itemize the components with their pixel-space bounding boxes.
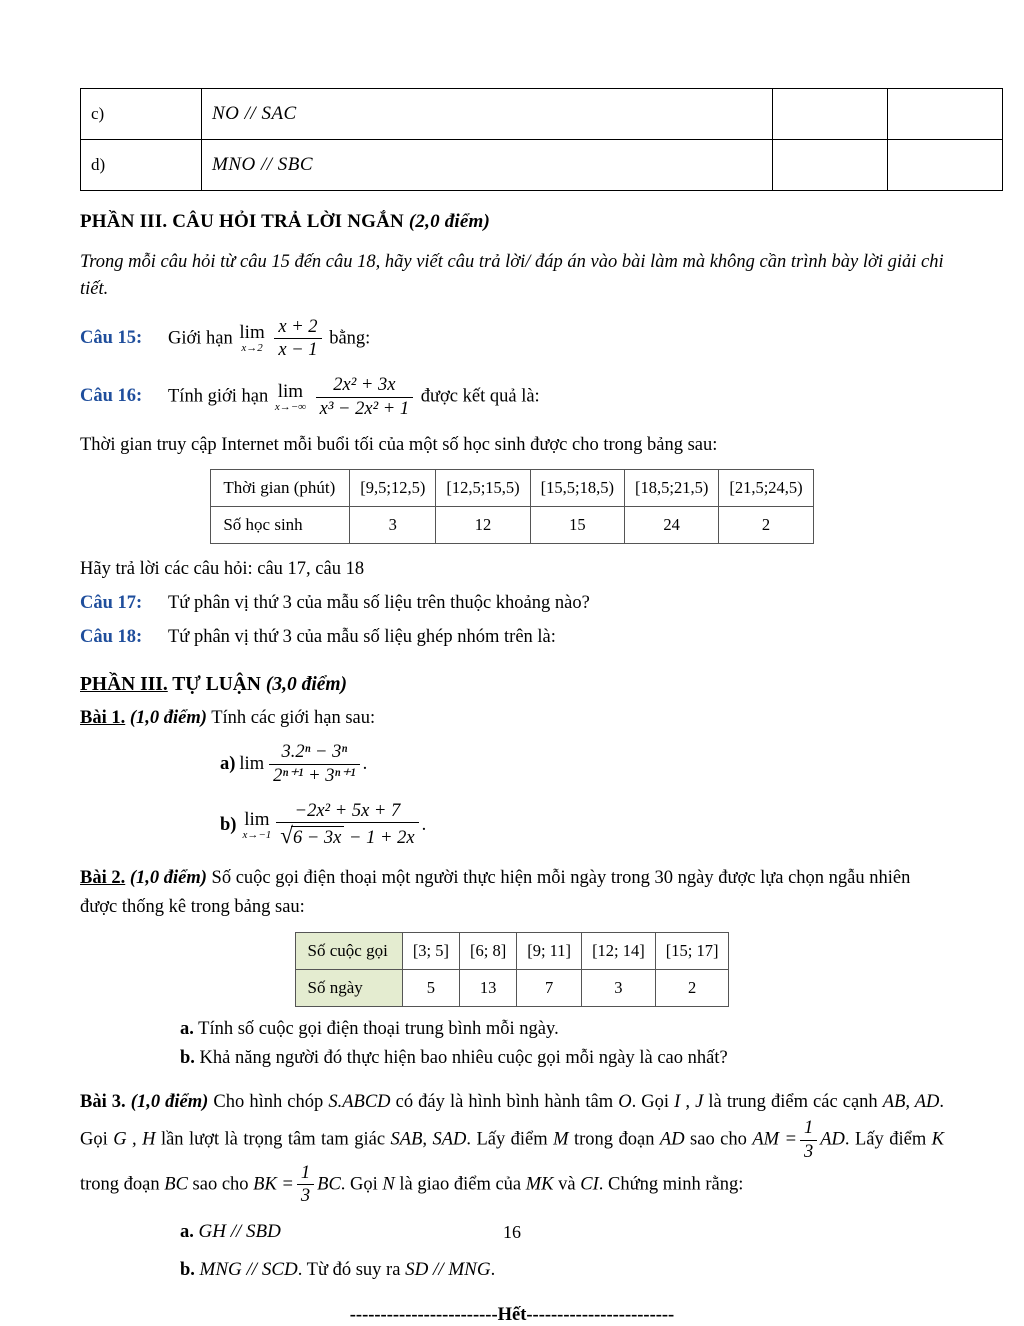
fraction-denominator: x − 1 bbox=[278, 340, 318, 361]
question-16-text bbox=[168, 375, 540, 419]
row-label-c: c) bbox=[81, 89, 202, 140]
e3-p4: là trung điểm các cạnh bbox=[703, 1091, 883, 1112]
exercise-2-label: Bài 2. bbox=[80, 868, 126, 889]
e3-m4: AB, AD bbox=[882, 1091, 940, 1112]
sqrt-icon: √ bbox=[280, 823, 293, 850]
end-marker: ------------------------Hết------------------------ bbox=[349, 1305, 675, 1325]
days-count-2: 13 bbox=[460, 969, 517, 1006]
e3-eq2-lhs: BK = bbox=[253, 1174, 294, 1195]
exercise-1a-label: a) bbox=[220, 753, 236, 774]
fraction-numerator: 2x² + 3x bbox=[316, 375, 413, 398]
table-row bbox=[211, 470, 813, 507]
exercise-2a bbox=[180, 1015, 944, 1045]
e3-m7: M bbox=[553, 1129, 569, 1150]
calls-table-wrapper bbox=[80, 932, 944, 1007]
statement-math-d: MNO // SBC bbox=[212, 154, 314, 175]
exercise-2-subquestions bbox=[80, 1015, 944, 1074]
page-number: 16 bbox=[503, 1222, 521, 1242]
days-count-3: 7 bbox=[517, 969, 582, 1006]
days-count-1: 5 bbox=[402, 969, 459, 1006]
days-count-4: 3 bbox=[582, 969, 656, 1006]
e3-l2-m2: BC bbox=[164, 1174, 188, 1195]
exercise-1a bbox=[220, 742, 944, 786]
fraction-1b bbox=[276, 801, 418, 851]
exercise-3-label: Bài 3. bbox=[80, 1091, 126, 1112]
answer-cell-true-d[interactable] bbox=[773, 140, 888, 191]
count-cell-2: 12 bbox=[436, 507, 530, 544]
question-17 bbox=[80, 590, 944, 618]
section-heading-text: PHẦN III. CÂU HỎI TRẢ LỜI NGẮN bbox=[80, 211, 404, 232]
exercise-1-text: Tính các giới hạn sau: bbox=[211, 707, 376, 728]
exercise-3b-mid: . Từ đó suy ra bbox=[297, 1260, 406, 1280]
exercise-1b bbox=[220, 801, 944, 851]
e3-m5: G , H bbox=[113, 1129, 156, 1150]
fraction-one-third-1 bbox=[800, 1118, 817, 1162]
row-header-days: Số ngày bbox=[295, 969, 402, 1006]
exercise-3b-math1: MNG // SCD bbox=[199, 1259, 298, 1280]
e3-m8: AD bbox=[659, 1129, 685, 1150]
e3-eq1-rhs: AD bbox=[820, 1129, 845, 1150]
e3-l2-p4: . Gọi bbox=[340, 1174, 383, 1195]
days-count-5: 2 bbox=[655, 969, 729, 1006]
calls-interval-2: [6; 8] bbox=[460, 932, 517, 969]
count-cell-5: 2 bbox=[719, 507, 813, 544]
q15-prefix: Giới hạn bbox=[168, 328, 233, 349]
internet-time-table bbox=[210, 469, 813, 544]
exercise-1b-label: b) bbox=[220, 814, 237, 835]
true-false-table bbox=[80, 88, 1003, 191]
exercise-3b-label: b. bbox=[180, 1260, 195, 1280]
instruction-paragraph: Trong mỗi câu hỏi từ câu 15 đến câu 18, hãy viết câu trả lời/ đáp án vào bài làm mà không cần trình bày lời giải chi tiết. bbox=[80, 252, 944, 299]
fraction-denominator: x³ − 2x² + 1 bbox=[319, 398, 410, 419]
answer-cell-true-c[interactable] bbox=[773, 89, 888, 140]
fraction-numerator: 1 bbox=[800, 1118, 817, 1141]
e3-eq1-lhs: AM = bbox=[752, 1129, 797, 1150]
fraction-q15 bbox=[274, 317, 321, 361]
exercise-3b-math2: SD // MNG bbox=[405, 1259, 491, 1280]
interval-cell-3: [15,5;18,5) bbox=[530, 470, 624, 507]
exercise-2a-text: Tính số cuộc gọi điện thoại trung bình mỗi ngày. bbox=[198, 1018, 559, 1039]
e3-m1: S.ABCD bbox=[328, 1091, 391, 1112]
row-header-students: Số học sinh bbox=[211, 507, 350, 544]
essay-heading-part: PHẦN III. bbox=[80, 673, 168, 695]
exercise-1-label: Bài 1. bbox=[80, 707, 126, 728]
page-content bbox=[80, 88, 944, 1326]
e3-l2-p6: và bbox=[553, 1174, 581, 1195]
exercise-3-points: (1,0 điểm) bbox=[130, 1091, 209, 1112]
e3-l2-p2: trong đoạn bbox=[80, 1174, 165, 1195]
lim-symbol: lim bbox=[277, 380, 304, 402]
sqrt-radicand: 6 − 3x bbox=[291, 826, 344, 849]
table-row bbox=[81, 89, 1003, 140]
e3-p9: sao cho bbox=[684, 1129, 753, 1150]
calls-table bbox=[295, 932, 730, 1007]
row-header-time: Thời gian (phút) bbox=[211, 470, 350, 507]
question-15 bbox=[80, 317, 944, 361]
exercise-3b-tail: . bbox=[490, 1260, 496, 1280]
count-cell-3: 15 bbox=[530, 507, 624, 544]
fraction-numerator: x + 2 bbox=[274, 317, 321, 340]
answer-cell-false-d[interactable] bbox=[888, 140, 1003, 191]
interval-cell-1: [9,5;12,5) bbox=[350, 470, 436, 507]
essay-heading-points: (3,0 điểm) bbox=[265, 673, 348, 695]
row-header-calls: Số cuộc gọi bbox=[295, 932, 402, 969]
exercise-1-math bbox=[80, 742, 944, 850]
fraction-numerator: −2x² + 5x + 7 bbox=[276, 801, 418, 824]
exercise-1 bbox=[80, 704, 944, 733]
question-17-label: Câu 17: bbox=[80, 593, 143, 613]
e3-p7: . Lấy điểm bbox=[466, 1129, 554, 1150]
section-points: (2,0 điểm) bbox=[408, 211, 491, 232]
lim-subscript: x→−1 bbox=[242, 828, 272, 841]
e3-p5: . Gọi bbox=[80, 1091, 945, 1150]
exercise-3 bbox=[80, 1086, 944, 1207]
question-16 bbox=[80, 375, 944, 419]
e3-p8: trong đoạn bbox=[568, 1129, 660, 1150]
e3-l3-p1: . Chứng minh rằng: bbox=[598, 1174, 744, 1195]
exercise-3a-math: GH // SBD bbox=[198, 1221, 281, 1242]
fraction-1a bbox=[269, 742, 360, 786]
fraction-denominator: 3 bbox=[300, 1186, 311, 1207]
calls-interval-4: [12; 14] bbox=[582, 932, 656, 969]
e3-p3: . Gọi bbox=[631, 1091, 675, 1112]
fraction-denominator: 2ⁿ⁺¹ + 3ⁿ⁺¹ bbox=[273, 765, 356, 786]
e3-eq2-rhs: BC bbox=[317, 1174, 341, 1195]
question-15-label: Câu 15: bbox=[80, 327, 143, 348]
e3-l2-m3: N bbox=[382, 1174, 395, 1195]
exercise-1a-tail: . bbox=[362, 753, 368, 774]
limit-operator bbox=[239, 323, 264, 354]
limit-operator bbox=[242, 810, 271, 841]
lim-subscript: x→2 bbox=[241, 342, 263, 355]
fraction-denominator: 3 bbox=[804, 1141, 814, 1162]
section-heading-part3-short bbox=[80, 211, 944, 233]
table-row bbox=[81, 140, 1003, 191]
lim-symbol: lim bbox=[239, 322, 265, 344]
e3-m2: O bbox=[618, 1091, 632, 1112]
exercise-2-text: Số cuộc gọi điện thoại một người thực hiện mỗi ngày trong 30 ngày được lựa chọn ngẫu nhiên được thống kê trong bảng sau: bbox=[80, 868, 911, 917]
question-18 bbox=[80, 624, 944, 652]
count-cell-1: 3 bbox=[350, 507, 436, 544]
table-row bbox=[211, 507, 813, 544]
fraction-numerator: 3.2ⁿ − 3ⁿ bbox=[269, 742, 360, 765]
fraction-one-third-2 bbox=[297, 1163, 314, 1207]
fraction-numerator: 1 bbox=[297, 1163, 314, 1186]
e3-m3: I , J bbox=[674, 1091, 704, 1112]
internet-time-table-wrapper bbox=[80, 469, 944, 544]
exercise-3a-label: a. bbox=[180, 1222, 194, 1242]
calls-interval-1: [3; 5] bbox=[402, 932, 459, 969]
row-statement-c bbox=[202, 89, 773, 140]
e3-l2-m1: K bbox=[931, 1129, 945, 1150]
question-15-text bbox=[168, 317, 370, 361]
q16-prefix: Tính giới hạn bbox=[168, 386, 269, 407]
table-row bbox=[295, 969, 729, 1006]
answer-cell-false-c[interactable] bbox=[888, 89, 1003, 140]
row-statement-d bbox=[202, 140, 773, 191]
exercise-2a-label: a. bbox=[180, 1018, 194, 1039]
interval-cell-5: [21,5;24,5) bbox=[719, 470, 813, 507]
exercise-1b-tail: . bbox=[421, 814, 427, 835]
question-18-text: Tứ phân vị thứ 3 của mẫu số liệu ghép nhóm trên là: bbox=[168, 626, 556, 647]
e3-l2-m4: MK bbox=[525, 1174, 554, 1195]
lim-symbol: lim bbox=[244, 808, 270, 830]
calls-interval-3: [9; 11] bbox=[517, 932, 582, 969]
exercise-3b bbox=[180, 1251, 944, 1289]
e3-p1: Cho hình chóp bbox=[213, 1091, 329, 1112]
interval-cell-4: [18,5;21,5) bbox=[625, 470, 719, 507]
exercise-1-points: (1,0 điểm) bbox=[129, 707, 207, 728]
exercise-2-points: (1,0 điểm) bbox=[129, 868, 207, 889]
denominator-tail: − 1 + 2x bbox=[349, 828, 415, 849]
fraction-denominator bbox=[276, 823, 418, 850]
limit-operator bbox=[275, 382, 306, 413]
exercise-2 bbox=[80, 864, 944, 921]
q15-suffix: bằng: bbox=[329, 328, 371, 349]
table-intro-text: Thời gian truy cập Internet mỗi buổi tối của một số học sinh được cho trong bảng sau: bbox=[80, 434, 718, 455]
question-16-label: Câu 16: bbox=[80, 386, 143, 407]
e3-p6: lần lượt là trọng tâm tam giác bbox=[155, 1129, 391, 1150]
e3-l2-p5: là giao điểm của bbox=[394, 1174, 526, 1195]
e3-l3-m1: CI bbox=[580, 1174, 599, 1195]
lim-subscript: x→−∞ bbox=[274, 400, 306, 413]
row-label-d: d) bbox=[81, 140, 202, 191]
exercise-2b bbox=[180, 1044, 944, 1074]
e3-m6: SAB, SAD bbox=[390, 1129, 467, 1150]
e3-l2-p3: sao cho bbox=[187, 1174, 254, 1195]
e3-l2-p1: . Lấy điểm bbox=[844, 1129, 932, 1150]
count-cell-4: 24 bbox=[625, 507, 719, 544]
table-row bbox=[295, 932, 729, 969]
question-17-text: Tứ phân vị thứ 3 của mẫu số liệu trên thuộc khoảng nào? bbox=[168, 593, 590, 613]
q16-suffix: được kết quả là: bbox=[420, 386, 540, 407]
question-18-label: Câu 18: bbox=[80, 626, 143, 647]
exercise-2b-text: Khả năng người đó thực hiện bao nhiêu cuộc gọi mỗi ngày là cao nhất? bbox=[199, 1048, 728, 1069]
exercise-2b-label: b. bbox=[180, 1048, 195, 1069]
interval-cell-2: [12,5;15,5) bbox=[436, 470, 530, 507]
essay-heading-rest: TỰ LUẬN bbox=[167, 673, 266, 695]
after-table-text: Hãy trả lời các câu hỏi: câu 17, câu 18 bbox=[80, 559, 365, 580]
section-heading-essay bbox=[80, 674, 944, 696]
calls-interval-5: [15; 17] bbox=[655, 932, 729, 969]
e3-p2: có đáy là hình bình hành tâm bbox=[390, 1091, 619, 1112]
statement-math-c: NO // SAC bbox=[212, 103, 297, 124]
lim-symbol: lim bbox=[239, 753, 265, 774]
fraction-q16 bbox=[316, 375, 413, 419]
